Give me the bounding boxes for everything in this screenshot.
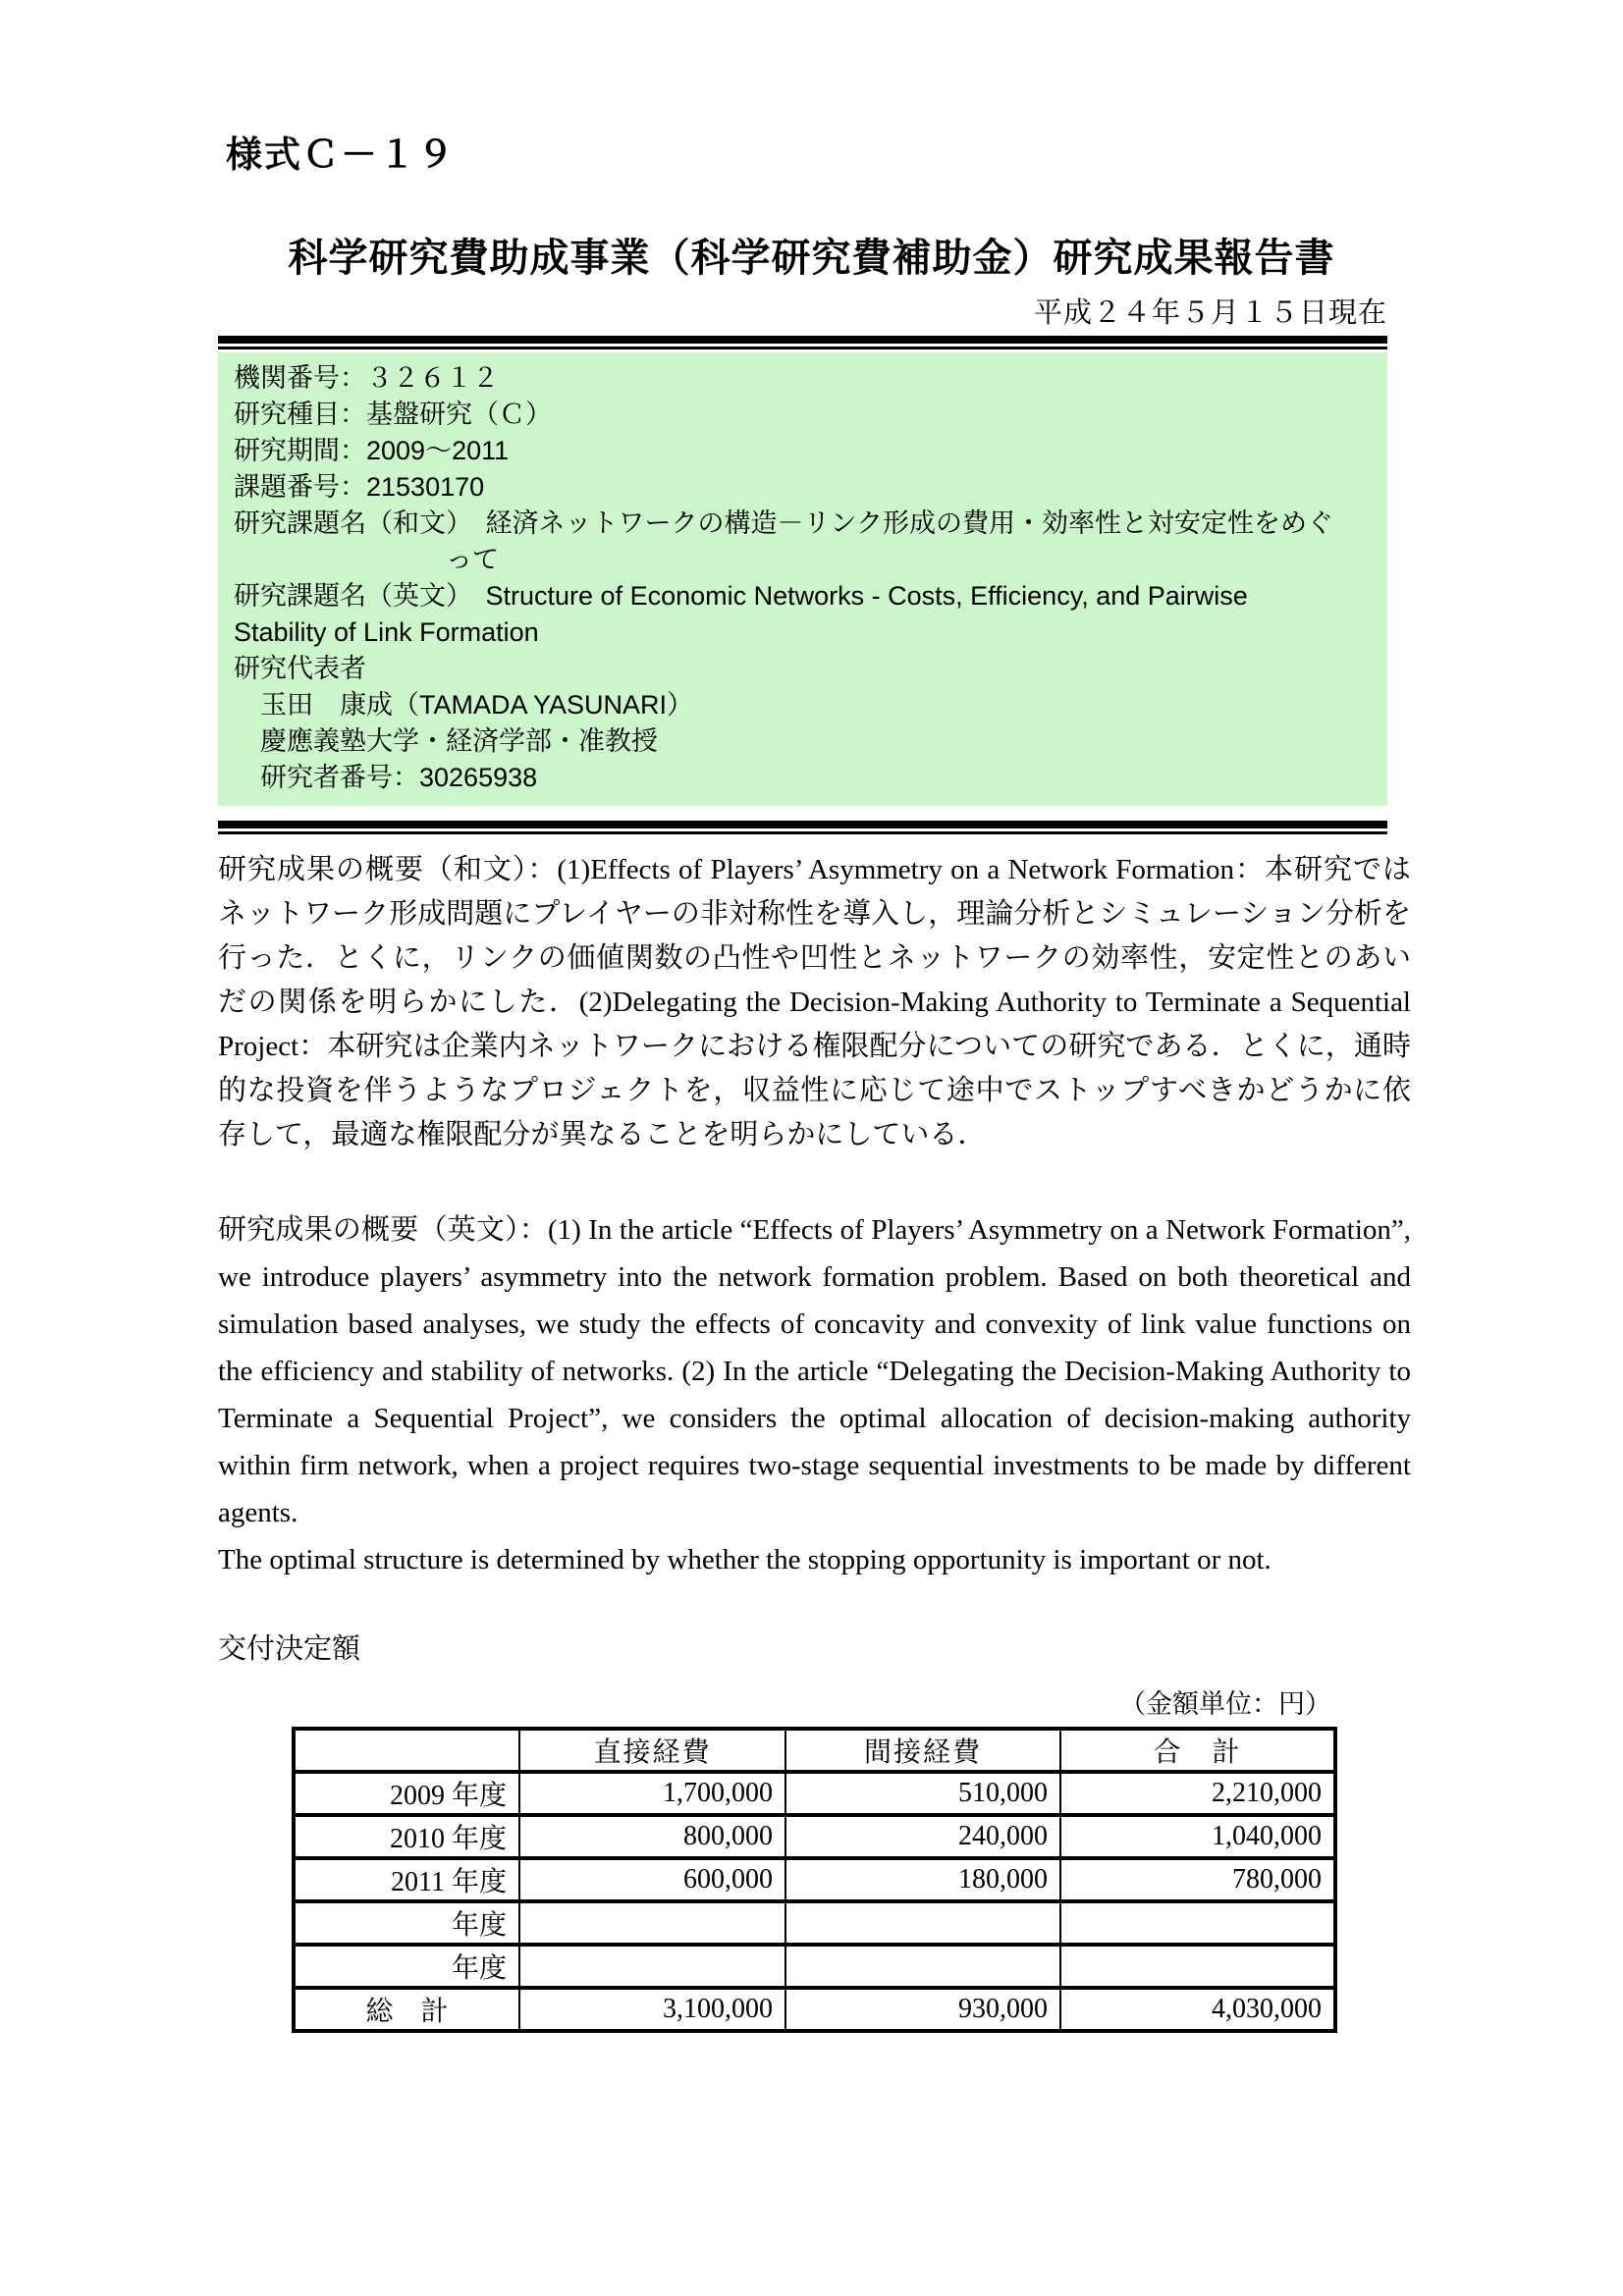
grant-section-title: 交付決定額 (218, 1633, 361, 1665)
unit-note: （金額単位：円） (1119, 1689, 1331, 1719)
direct-cost-cell (519, 1901, 785, 1945)
indirect-cost-cell (785, 1945, 1060, 1988)
table-row-2011 (294, 1858, 1335, 1901)
direct-cost-cell (519, 1945, 785, 1988)
grant-table-header-row (294, 1729, 1335, 1772)
total-cost-cell: 4,030,000 (1060, 1988, 1335, 2031)
indirect-cost-cell: 510,000 (785, 1772, 1060, 1815)
direct-cost-cell: 3,100,000 (519, 1988, 785, 2031)
divider-mid (218, 821, 1387, 834)
indirect-cost-cell: 180,000 (785, 1858, 1060, 1901)
indirect-cost-cell: 930,000 (785, 1988, 1060, 2031)
direct-cost-cell: 800,000 (519, 1815, 785, 1858)
table-row-grand-total (294, 1988, 1335, 2031)
header-cell-blank (294, 1729, 519, 1772)
total-cost-cell (1060, 1901, 1335, 1945)
direct-cost-cell: 600,000 (519, 1858, 785, 1901)
year-cell: 2009 年度 (294, 1772, 519, 1815)
total-cost-cell: 780,000 (1060, 1858, 1335, 1901)
grand-total-label-cell: 総 計 (294, 1988, 519, 2031)
info-line-investigator-affiliation: 慶應義塾大学・経済学部・准教授 (234, 726, 658, 756)
indirect-cost-cell (785, 1901, 1060, 1945)
total-cost-cell: 2,210,000 (1060, 1772, 1335, 1815)
table-row-2010 (294, 1815, 1335, 1858)
page-title: 科学研究費助成事業（科学研究費補助金）研究成果報告書 (288, 237, 1335, 280)
info-line-researcher-number: 研究者番号：30265938 (234, 763, 538, 792)
grant-table (292, 1727, 1337, 2033)
table-row-empty-2 (294, 1945, 1335, 1988)
info-line-principal-investigator-label: 研究代表者 (234, 654, 366, 683)
info-line-title-ja: 研究課題名（和文） 経済ネットワークの構造－リンク形成の費用・効率性と対安定性をめぐ (234, 508, 1333, 538)
year-cell: 2011 年度 (294, 1858, 519, 1901)
header-cell-total: 合 計 (1060, 1729, 1335, 1772)
form-code: 様式Ｃ－１９ (226, 134, 456, 175)
info-line-institution-number: 機関番号：３２６１２ (234, 363, 499, 393)
info-line-research-category: 研究種目：基盤研究（Ｃ） (234, 400, 552, 429)
year-cell: 年度 (294, 1901, 519, 1945)
table-row-2009 (294, 1772, 1335, 1815)
date-line: 平成２４年５月１５日現在 (1033, 297, 1387, 329)
table-row-empty-1 (294, 1901, 1335, 1945)
abstract-english-p1: 研究成果の概要（英文）：(1) In the article “Effects of Players’ Asymmetry on a Network Formation”, we introduce players’ asymmetry into the network formation problem. Based on both theoretical and simulation based analyses, we study the effects of concavity and convexity of link value functions on the efficiency and stability of networks. (2) In the article “Delegating the Decision-Making Authority to Terminate a Sequential Project”, we considers the optimal allocation of decision-making authority within firm network, when a project requires two-stage sequential investments to be made by different agents. (218, 1214, 1411, 1528)
header-cell-direct: 直接経費 (519, 1729, 785, 1772)
abstract-japanese: 研究成果の概要（和文）：(1)Effects of Players’ Asymmetry on a Network Formation：本研究ではネットワーク形成問題にプレイヤーの非対称性を導入し，理論分析とシミュレーション分析を行った．とくに，リンクの価値関数の凸性や凹性とネットワークの効率性，安定性とのあいだの関係を明らかにした．(2)Delegating the Decision-Making Authority to Terminate a Sequential Project：本研究は企業内ネットワークにおける権限配分についての研究である．とくに，通時的な投資を伴うようなプロジェクトを，収益性に応じて途中でストップすべきかどうかに依存して，最適な権限配分が異なることを明らかにしている． (218, 854, 1411, 1150)
total-cost-cell (1060, 1945, 1335, 1988)
abstract-english-p2: The optimal structure is determined by whether the stopping opportunity is important or not. (218, 1544, 1271, 1575)
year-cell: 年度 (294, 1945, 519, 1988)
info-line-title-en: 研究課題名（英文） Structure of Economic Networks - Costs, Efficiency, and Pairwise (234, 581, 1248, 611)
year-cell: 2010 年度 (294, 1815, 519, 1858)
direct-cost-cell: 1,700,000 (519, 1772, 785, 1815)
info-box (218, 352, 1387, 806)
header-cell-indirect: 間接経費 (785, 1729, 1060, 1772)
total-cost-cell: 1,040,000 (1060, 1815, 1335, 1858)
info-line-investigator-name: 玉田 康成（TAMADA YASUNARI） (234, 690, 694, 720)
indirect-cost-cell: 240,000 (785, 1815, 1060, 1858)
info-line-research-period: 研究期間：2009～2011 (234, 436, 510, 465)
divider-top (218, 336, 1387, 349)
info-line-project-number: 課題番号：21530170 (234, 472, 485, 502)
info-line-title-ja-cont: って (234, 545, 499, 574)
info-line-title-en-cont: Stability of Link Formation (234, 617, 539, 647)
